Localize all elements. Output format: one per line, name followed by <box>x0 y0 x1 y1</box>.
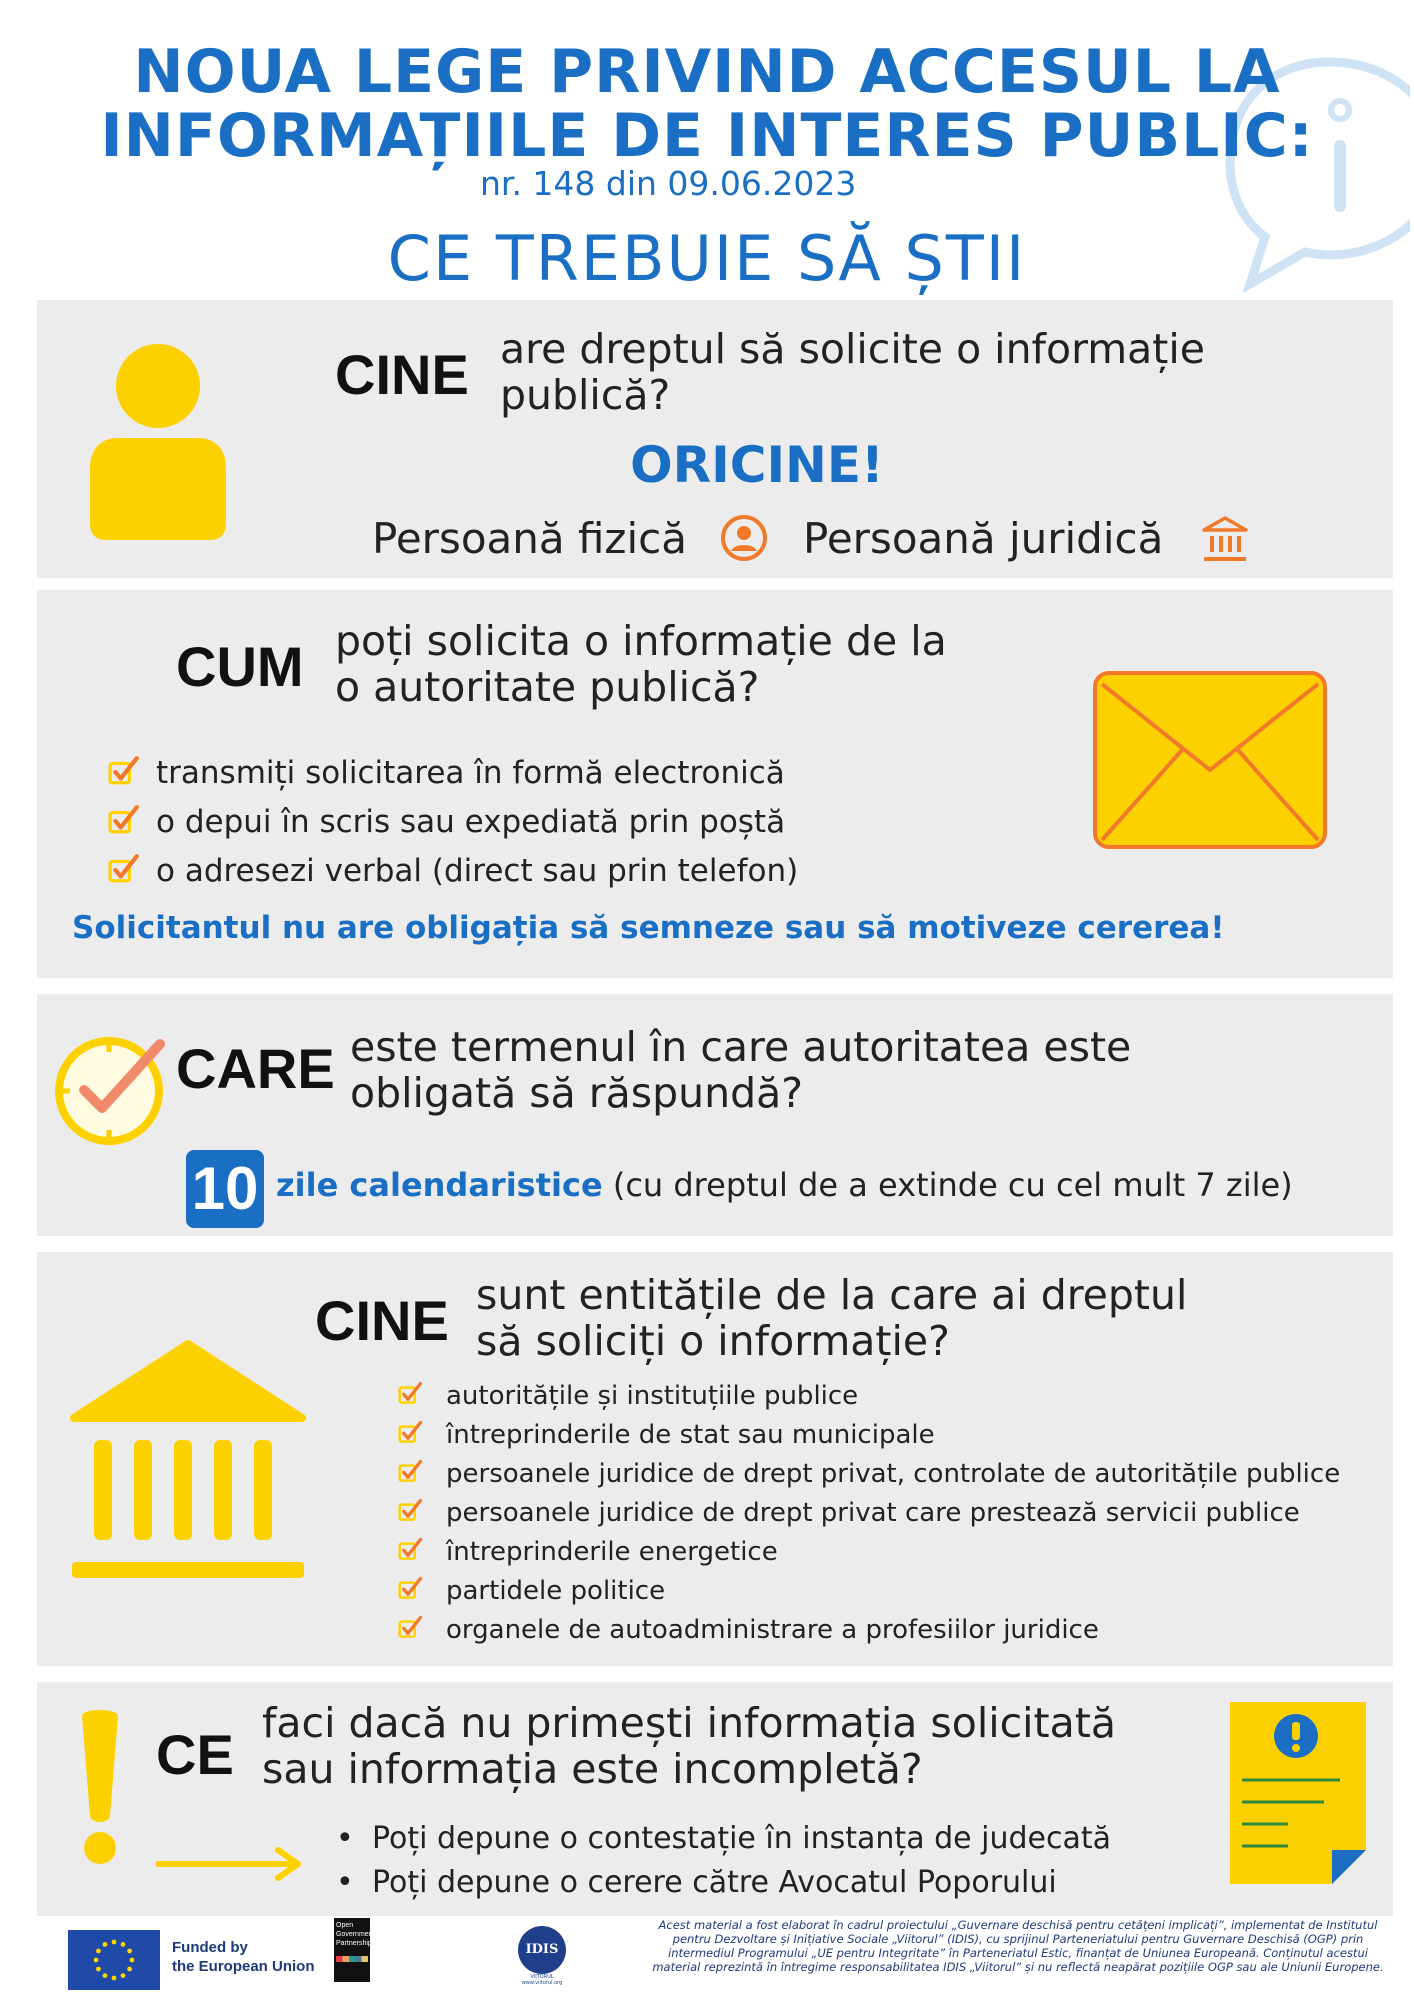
entities-keyword: CINE <box>315 1289 449 1352</box>
check-icon <box>398 1459 446 1488</box>
list-item-text: persoanele juridice de drept privat, controlate de autoritățile publice <box>446 1458 1341 1489</box>
how-list <box>108 748 798 895</box>
what-list <box>336 1816 1111 1904</box>
ogp-color-bar <box>336 1956 368 1962</box>
idis-url: www.viitorul.org <box>521 1980 563 1986</box>
what-keyword: CE <box>156 1723 234 1786</box>
bullet-icon: • <box>336 1864 354 1900</box>
institution-icon <box>68 1340 308 1582</box>
check-icon <box>398 1420 446 1449</box>
entities-question: sunt entitățile de la care ai dreptul să soliciți o informație? <box>476 1271 1188 1365</box>
list-item-text: organele de autoadministrare a profesiilor juridice <box>446 1614 1099 1645</box>
check-icon <box>398 1381 423 1406</box>
list-item <box>398 1571 1340 1610</box>
what-question: faci dacă nu primești informația solicitată sau informația este incompletă? <box>262 1699 1116 1793</box>
user-circle-icon <box>720 514 768 562</box>
bullet-icon: • <box>336 1820 354 1856</box>
footer-disclaimer: Acest material a fost elaborat în cadrul proiectului „Guvernare deschisă pentru cetățeni implicați”, implementat de Institutul pentru Dezvoltare și Inițiative Sociale „Viitorul” (IDIS), cu sprijinul Parteneriatului pentru Guvernare Deschisă (OGP) prin intermediul Programului „UE pentru Integritate” în Parteneriatul Estic, finanțat de Uniunea Europeană. Conținutul acestui material reprezintă în întregime responsabilitatea IDIS „Viitorul” și nu reflectă neapărat pozițiile OGP sau ale Uniunii Europene. <box>652 1918 1384 1974</box>
list-item-text: persoanele juridice de drept privat care prestează servicii publice <box>446 1497 1300 1528</box>
idis-logo <box>508 1926 576 1984</box>
list-item-text: autoritățile și instituțiile publice <box>446 1380 859 1411</box>
list-item-text: Poți depune o contestație în instanța de judecată <box>372 1820 1112 1856</box>
list-item <box>108 846 798 895</box>
list-item-text: o depui în scris sau expediată prin poștă <box>156 803 786 840</box>
title-line-1: NOUA LEGE PRIVIND ACCESUL LA <box>133 37 1281 107</box>
eu-flag-logo <box>68 1930 160 1990</box>
list-item-text: partidele politice <box>446 1575 666 1606</box>
who-keyword: CINE <box>335 343 469 406</box>
list-item-text: întreprinderile de stat sau municipale <box>446 1419 935 1450</box>
check-icon <box>398 1420 423 1445</box>
check-icon <box>398 1498 446 1527</box>
arrow-right-icon <box>156 1844 306 1884</box>
list-item <box>336 1860 1111 1904</box>
check-icon <box>398 1537 446 1566</box>
list-item <box>398 1493 1340 1532</box>
ogp-logo: Open Government Partnership <box>334 1918 370 1982</box>
envelope-icon <box>1092 670 1328 850</box>
institution-small-icon <box>1200 514 1250 564</box>
list-item <box>108 748 798 797</box>
list-item-text: întreprinderile energetice <box>446 1536 778 1567</box>
document-alert-icon <box>1228 1700 1368 1886</box>
days-badge: 10 <box>186 1150 264 1228</box>
list-item <box>398 1610 1340 1649</box>
days-note: (cu dreptul de a extinde cu cel mult 7 zile) <box>612 1166 1293 1204</box>
check-icon <box>398 1381 446 1410</box>
list-item <box>398 1532 1340 1571</box>
idis-subtitle: VIITORUL <box>530 1974 554 1980</box>
person-legal-label: Persoană juridică <box>803 514 1164 563</box>
check-icon <box>108 853 156 889</box>
clock-check-icon <box>50 1030 168 1148</box>
entities-list <box>398 1376 1340 1649</box>
who-question: are dreptul să solicite o informație publică? <box>500 325 1205 419</box>
check-icon <box>108 755 140 787</box>
check-icon <box>108 755 156 791</box>
title-line-2: INFORMAȚIILE DE INTERES PUBLIC: <box>100 101 1314 171</box>
section-title: CE TREBUIE SĂ ȘTII <box>387 222 1027 295</box>
days-label: zile calendaristice <box>276 1166 603 1204</box>
who-answer: ORICINE! <box>630 436 884 494</box>
check-icon <box>398 1576 423 1601</box>
check-icon <box>398 1615 446 1644</box>
check-icon <box>398 1615 423 1640</box>
law-number: nr. 148 din 09.06.2023 <box>480 164 857 203</box>
eu-funded-label: Funded by the European Union <box>172 1939 315 1975</box>
how-keyword: CUM <box>176 635 304 698</box>
check-icon <box>398 1576 446 1605</box>
check-icon <box>398 1459 423 1484</box>
list-item-text: Poți depune o cerere către Avocatul Poporului <box>372 1864 1057 1900</box>
list-item-text: o adresezi verbal (direct sau prin telefon) <box>156 852 799 889</box>
eu-stars-icon <box>68 1930 160 1990</box>
check-icon <box>108 804 156 840</box>
deadline-keyword: CARE <box>176 1037 335 1100</box>
check-icon <box>398 1498 423 1523</box>
list-item <box>336 1816 1111 1860</box>
list-item-text: transmiți solicitarea în formă electronică <box>156 754 785 791</box>
idis-emblem: IDIS <box>518 1926 566 1974</box>
person-physical-label: Persoană fizică <box>372 514 687 563</box>
check-icon <box>108 804 140 836</box>
list-item <box>398 1454 1340 1493</box>
deadline-question: este termenul în care autoritatea este obligată să răspundă? <box>350 1023 1132 1117</box>
list-item <box>398 1415 1340 1454</box>
list-item <box>398 1376 1340 1415</box>
exclamation-icon <box>76 1706 124 1866</box>
page-title <box>0 37 1414 171</box>
how-question: poți solicita o informație de la o autoritate publică? <box>335 617 947 711</box>
how-note: Solicitantul nu are obligația să semneze sau să motiveze cererea! <box>72 910 1225 946</box>
check-icon <box>398 1537 423 1562</box>
list-item <box>108 797 798 846</box>
days-line <box>276 1166 1293 1204</box>
check-icon <box>108 853 140 885</box>
